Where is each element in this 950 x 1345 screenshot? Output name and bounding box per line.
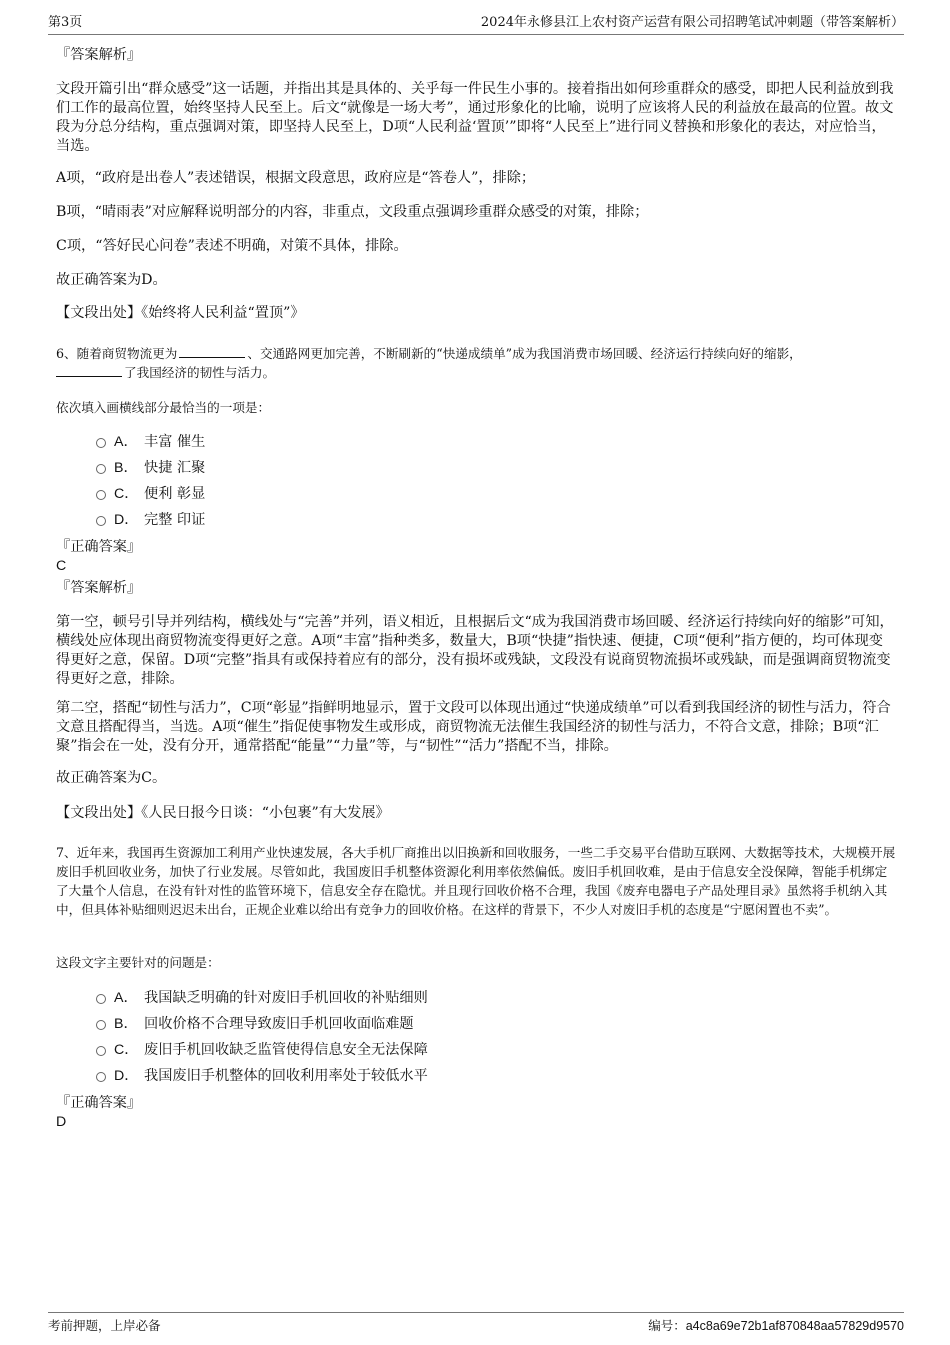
conclusion: 故正确答案为C。 — [56, 770, 167, 786]
analysis-paragraph-1: 第一空，顿号引导并列结构，横线处与“完善”并列，语义相近，且根据后文“成为我国消费市场回暖、经济运行持续向好的缩影”可知，横线处应体现出商贸物流变得更好之意。A项“丰富”指种类多，数量大，B项“快捷”指快速、便捷，C项“便利”指方便的，均可体现变得更好之意，保留。D项“完整”指具有或保持着应有的部分，没有损坏或残缺，文段没有说商贸物流损坏或残缺，而是强调商贸物流变得更好之意，排除。 — [56, 614, 894, 687]
question-prompt: 这段文字主要针对的问题是： — [56, 955, 220, 970]
document-title: 2024年永修县江上农村资产运营有限公司招聘笔试冲刺题（带答案解析） — [480, 15, 904, 30]
source-citation: 【文段出处】《人民日报今日谈：“小包裹”有大发展》 — [56, 805, 390, 821]
page-footer — [48, 1312, 904, 1335]
fill-blank-2 — [56, 364, 122, 377]
radio-icon[interactable] — [96, 994, 106, 1004]
radio-icon[interactable] — [96, 438, 106, 448]
radio-icon[interactable] — [96, 1072, 106, 1082]
radio-icon[interactable] — [96, 1046, 106, 1056]
question-stem — [56, 344, 896, 382]
fill-blank-1 — [179, 345, 245, 358]
analysis-option-a: A项，“政府是出卷人”表述错误，根据文段意思，政府应是“答卷人”，排除； — [56, 170, 536, 186]
analysis-label: 『答案解析』 — [56, 47, 142, 63]
stem-part-3: 了我国经济的韧性与活力。 — [124, 365, 276, 380]
analysis-label: 『答案解析』 — [56, 580, 142, 596]
radio-icon[interactable] — [96, 464, 106, 474]
correct-answer: C — [56, 558, 67, 574]
page-number: 第3页 — [48, 15, 83, 30]
stem-part-1: 6、随着商贸物流更为 — [56, 346, 178, 361]
radio-icon[interactable] — [96, 516, 106, 526]
analysis-paragraph-2: 第二空，搭配“韧性与活力”，C项“彰显”指鲜明地显示，置于文段可以体现出通过“快递成绩单”可以看到我国经济的韧性与活力，符合文意且搭配得当，当选。A项“催生”指促使事物发生或形成，商贸物流无法催生我国经济的韧性与活力，不符合文意，排除；B项“汇聚”指会在一处，没有分开，通常搭配“能量”“力量”等，与“韧性”“活力”搭配不当，排除。 — [56, 700, 891, 754]
correct-answer-label: 『正确答案』 — [56, 1095, 142, 1111]
analysis-option-b: B项，“晴雨表”对应解释说明部分的内容，非重点，文段重点强调珍重群众感受的对策，排除； — [56, 204, 649, 220]
question-prompt: 依次填入画横线部分最恰当的一项是： — [56, 400, 271, 415]
page-header — [48, 14, 904, 35]
stem-part-2: 、交通路网更加完善，不断刷新的“快递成绩单”成为我国消费市场回暖、经济运行持续向好的缩影， — [247, 346, 802, 361]
footer-slogan: 考前押题，上岸必备 — [48, 1318, 161, 1333]
analysis-option-c: C项，“答好民心问卷”表述不明确，对策不具体，排除。 — [56, 238, 408, 254]
correct-answer: D — [56, 1114, 67, 1130]
document-code: 编号：a4c8a69e72b1af870848aa57829d9570 — [648, 1319, 904, 1333]
correct-answer-label: 『正确答案』 — [56, 539, 142, 555]
question-stem: 7、近年来，我国再生资源加工利用产业快速发展，各大手机厂商推出以旧换新和回收服务，一些二手交易平台借助互联网、大数据等技术，大规模开展废旧手机回收业务，加快了行业发展。尽管如此，我国废旧手机整体资源化利用率依然偏低。废旧手机回收难，是由于信息安全没保障，智能手机绑定了大量个人信息，在没有针对性的监管环境下，信息安全存在隐忧。并且现行回收价格不合理，我国《废弃电器电子产品处理目录》虽然将手机纳入其中，但具体补贴细则迟迟未出台，正规企业难以给出有竞争力的回收价格。在这样的背景下，不少人对废旧手机的态度是“宁愿闲置也不卖”。 — [56, 845, 896, 917]
radio-icon[interactable] — [96, 1020, 106, 1030]
source-citation: 【文段出处】《始终将人民利益“置顶”》 — [56, 305, 305, 321]
conclusion: 故正确答案为D。 — [56, 272, 167, 288]
radio-icon[interactable] — [96, 490, 106, 500]
analysis-paragraph: 文段开篇引出“群众感受”这一话题，并指出其是具体的、关乎每一件民生小事的。接着指出如何珍重群众的感受，即把人民利益放到我们工作的最高位置，始终坚持人民至上。后文“就像是一场大考”，通过形象化的比喻，说明了应该将人民的利益放在最高的位置。故文段为分总分结构，重点强调对策，即坚持人民至上，D项“人民利益‘置顶’”即将“人民至上”进行同义替换和形象化的表达，对应恰当，当选。 — [56, 81, 894, 154]
